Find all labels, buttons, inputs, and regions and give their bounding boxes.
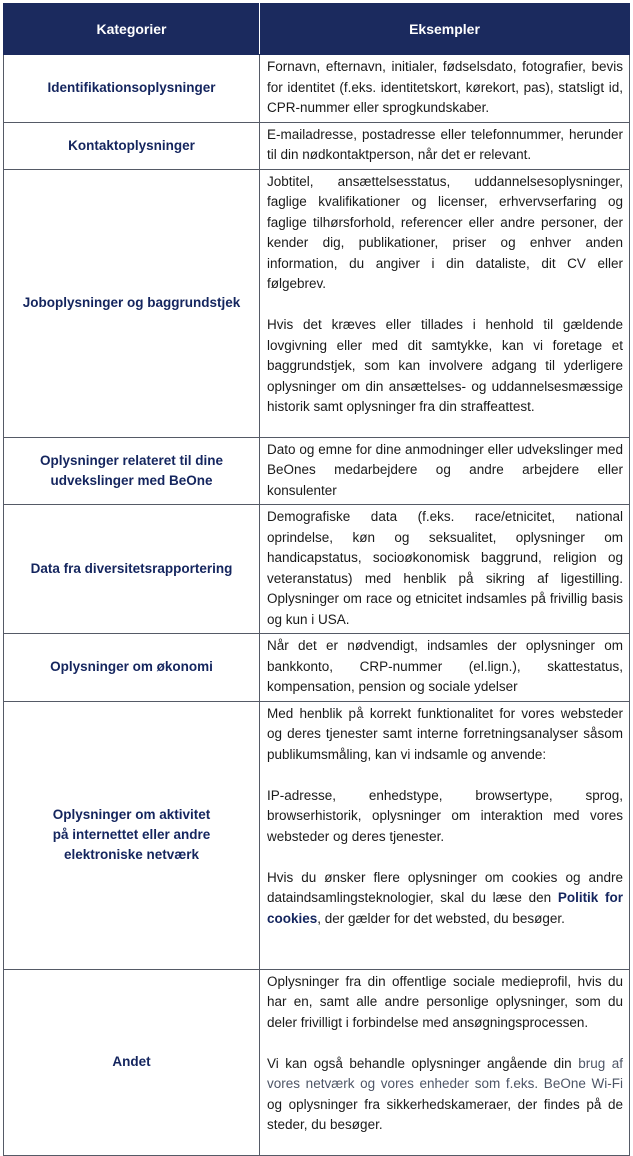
examples-text: Fornavn, efternavn, initialer, fødselsdato, fotografier, bevis for identitet (f.eks. identitetskort, kørekort, pas), statsligt id, CPR-nummer eller sprogkundskaber. — [267, 59, 623, 115]
table-row — [4, 969, 630, 1155]
examples-cell — [260, 969, 630, 1155]
category-cell: Identifikationsoplysninger — [4, 55, 260, 123]
cookie-policy-link[interactable]: Politik for cookies — [267, 890, 623, 926]
text-fragment: Vi kan også behandle oplysninger angående din — [267, 1055, 579, 1071]
examples-text — [267, 868, 623, 930]
examples-text — [267, 1054, 623, 1136]
table-row — [4, 701, 630, 969]
examples-cell — [260, 701, 630, 969]
examples-text: Jobtitel, ansættelsesstatus, uddannelsesoplysninger, faglige kvalifikationer og licenser, erhvervserfaring og faglige tilhørsforhold, referencer eller andre personer, der kender dig, publikationer, priser og enhver anden information, du angiver i din dataliste, dit CV eller følgebrev. — [267, 173, 623, 291]
table-row — [4, 505, 630, 634]
category-line: Oplysninger om aktivitet — [52, 807, 211, 822]
category-line: Oplysninger relateret til dine — [39, 452, 224, 468]
examples-cell — [260, 634, 630, 702]
examples-text: Oplysninger fra din offentlige sociale medieprofil, hvis du har en, samt alle andre personlige oplysninger, som du deler frivilligt i forbindelse med ansøgningsprocessen. — [267, 973, 623, 1030]
header-examples: Eksempler — [260, 4, 630, 55]
table-row — [4, 437, 630, 505]
category-cell — [4, 701, 260, 969]
category-cell: Kontaktoplysninger — [4, 122, 260, 169]
examples-text: E-mailadresse, postadresse eller telefonnummer, herunder til din nødkontaktperson, når det er relevant. — [267, 126, 623, 162]
category-cell: Andet — [4, 969, 260, 1155]
category-cell: Oplysninger om økonomi — [4, 634, 260, 702]
table-row — [4, 169, 630, 437]
header-categories: Kategorier — [4, 4, 260, 55]
examples-cell — [260, 437, 630, 505]
examples-text: Med henblik på korrekt funktionalitet for vores websteder og deres tjenester samt interne forretningsanalyser såsom publikumsmåling, kan vi indsamle og anvende: — [267, 705, 623, 762]
text-fragment: og oplysninger fra sikkerhedskameraer, der findes på de steder, du besøger. — [267, 1096, 623, 1132]
examples-cell — [260, 55, 630, 123]
text-fragment-muted: brug af vores netværk og vores enheder som f.eks. BeOne Wi-Fi — [267, 1055, 624, 1091]
category-line: på internettet eller andre — [52, 827, 211, 842]
examples-cell — [260, 505, 630, 634]
examples-text: Hvis det kræves eller tillades i henhold til gældende lovgivning eller med dit samtykke, kan vi foretage et baggrundstjek, som kan involvere adgang til yderligere oplysninger om din ansættelses- og uddannelsesmæssige historik samt oplysninger fra din straffeattest. — [267, 317, 623, 414]
table-header-row — [4, 4, 630, 55]
category-cell — [4, 437, 260, 505]
category-cell: Data fra diversitetsrapportering — [4, 505, 260, 634]
categories-table — [3, 3, 630, 1156]
text-fragment: Hvis du ønsker flere oplysninger om cookies og andre dataindsamlingsteknologier, skal du læse den — [267, 869, 623, 905]
category-cell: Joboplysninger og baggrundstjek — [4, 169, 260, 437]
category-line: elektroniske netværk — [63, 847, 200, 862]
examples-text: Demografiske data (f.eks. race/etnicitet, national oprindelse, køn og seksualitet, oplysninger om handicapstatus, socioøkonomisk baggrund, religion og veteranstatus) med henblik på sikring af ligestilling. Oplysninger om race og etnicitet indsamles på frivillig basis og kun i USA. — [267, 509, 623, 627]
examples-cell — [260, 122, 630, 169]
text-fragment: , der gælder for det websted, du besøger. — [317, 910, 565, 926]
table-row — [4, 122, 630, 169]
examples-text: Dato og emne for dine anmodninger eller udvekslinger med BeOnes medarbejdere og andre arbejdere eller konsulenter — [267, 441, 623, 498]
examples-cell — [260, 169, 630, 437]
table-row — [4, 55, 630, 123]
category-line: udvekslinger med BeOne — [50, 472, 213, 488]
table-row — [4, 634, 630, 702]
examples-text: Når det er nødvendigt, indsamles der oplysninger om bankkonto, CRP-nummer (el.lign.), skattestatus, kompensation, pension og sociale ydelser — [267, 638, 623, 694]
examples-text: IP-adresse, enhedstype, browsertype, sprog, browserhistorik, oplysninger om interaktion med vores websteder og deres tjenester. — [267, 787, 623, 844]
